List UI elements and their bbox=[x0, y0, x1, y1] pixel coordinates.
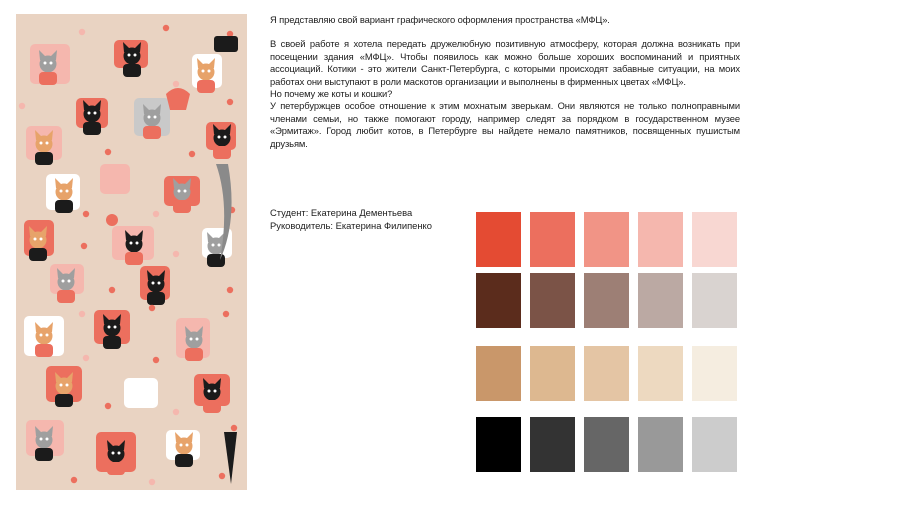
cat-eye-left-14 bbox=[152, 282, 155, 285]
cat-head-4 bbox=[84, 106, 101, 123]
cat-body-4 bbox=[83, 122, 101, 135]
swatch-brown-3 bbox=[584, 273, 629, 328]
cat-head-21 bbox=[108, 446, 125, 463]
cat-eye-right-22 bbox=[186, 444, 189, 447]
tie-icon bbox=[224, 432, 237, 484]
cat-eye-left-2 bbox=[128, 54, 131, 57]
poster-dot-16 bbox=[79, 311, 85, 317]
cat-head-19 bbox=[204, 384, 221, 401]
cat-head-2 bbox=[124, 48, 141, 65]
cat-head-14 bbox=[148, 276, 165, 293]
cat-eye-left-5 bbox=[148, 116, 151, 119]
cat-head-6 bbox=[36, 136, 53, 153]
cat-eye-right-3 bbox=[208, 70, 211, 73]
cat-body-14 bbox=[147, 292, 165, 305]
cat-body-20 bbox=[35, 448, 53, 461]
cat-eye-right-13 bbox=[68, 280, 71, 283]
poster-dot-7 bbox=[19, 103, 25, 109]
balloon-icon bbox=[106, 214, 118, 226]
color-palette bbox=[476, 212, 738, 462]
cat-head-11 bbox=[126, 236, 143, 253]
cat-eye-left-9 bbox=[178, 190, 181, 193]
cat-head-17 bbox=[186, 332, 203, 349]
swatch-red-5 bbox=[692, 212, 737, 267]
swatch-brown-1 bbox=[476, 273, 521, 328]
swatch-gray-2 bbox=[530, 417, 575, 472]
cat-head-9 bbox=[174, 184, 191, 201]
cat-eye-right-18 bbox=[66, 384, 69, 387]
cat-head-8 bbox=[56, 184, 73, 201]
cat-eye-left-21 bbox=[112, 452, 115, 455]
cat-body-2 bbox=[123, 64, 141, 77]
poster-dot-4 bbox=[173, 81, 179, 87]
swatch-beige-5 bbox=[692, 346, 737, 401]
poster-dot-11 bbox=[81, 243, 87, 249]
cat-head-22 bbox=[176, 438, 193, 455]
cat-eye-left-8 bbox=[60, 190, 63, 193]
swatch-red-3 bbox=[584, 212, 629, 267]
student-name: Студент: Екатерина Дементьева bbox=[270, 207, 413, 218]
supervisor-name: Руководитель: Екатерина Филипенко bbox=[270, 219, 432, 231]
swatch-red-4 bbox=[638, 212, 683, 267]
intro-text: Я представляю свой вариант графического оформления пространства «МФЦ». bbox=[270, 14, 610, 25]
cat-head-20 bbox=[36, 432, 53, 449]
cat-head-3 bbox=[198, 64, 215, 81]
swatch-gray-3 bbox=[584, 417, 629, 472]
poster-dot-24 bbox=[71, 477, 77, 483]
poster-dot-23 bbox=[231, 425, 237, 431]
cat-eye-right-7 bbox=[224, 136, 227, 139]
cat-eye-left-18 bbox=[60, 384, 63, 387]
cat-eye-right-21 bbox=[118, 452, 121, 455]
bag-icon bbox=[214, 36, 238, 52]
cat-eye-left-15 bbox=[40, 334, 43, 337]
cat-body-6 bbox=[35, 152, 53, 165]
cat-body-7 bbox=[213, 146, 231, 159]
swatch-red-1 bbox=[476, 212, 521, 267]
cat-eye-right-5 bbox=[154, 116, 157, 119]
cat-body-12 bbox=[207, 254, 225, 267]
cat-body-9 bbox=[173, 200, 191, 213]
cat-eye-left-12 bbox=[212, 244, 215, 247]
cat-body-3 bbox=[197, 80, 215, 93]
teapot-icon bbox=[166, 88, 190, 110]
swatch-red-2 bbox=[530, 212, 575, 267]
cat-eye-right-11 bbox=[136, 242, 139, 245]
swatch-brown-5 bbox=[692, 273, 737, 328]
cat-body-11 bbox=[125, 252, 143, 265]
swatch-beige-2 bbox=[530, 346, 575, 401]
cat-body-22 bbox=[175, 454, 193, 467]
cat-eye-right-1 bbox=[50, 62, 53, 65]
poster-dot-22 bbox=[173, 409, 179, 415]
cat-eye-right-4 bbox=[94, 112, 97, 115]
swatch-beige-1 bbox=[476, 346, 521, 401]
poster-dot-13 bbox=[173, 251, 179, 257]
cat-body-5 bbox=[143, 126, 161, 139]
poster-panel-9 bbox=[100, 164, 130, 194]
cat-body-16 bbox=[103, 336, 121, 349]
cat-eye-left-4 bbox=[88, 112, 91, 115]
cat-eye-left-20 bbox=[40, 438, 43, 441]
cat-body-15 bbox=[35, 344, 53, 357]
poster-dot-19 bbox=[83, 355, 89, 361]
cat-eye-right-14 bbox=[158, 282, 161, 285]
swatch-brown-2 bbox=[530, 273, 575, 328]
cat-eye-right-16 bbox=[114, 326, 117, 329]
poster-dot-2 bbox=[163, 25, 169, 31]
poster-dot-1 bbox=[79, 29, 85, 35]
poster-dot-17 bbox=[149, 305, 155, 311]
poster-dot-6 bbox=[227, 99, 233, 105]
cat-body-18 bbox=[55, 394, 73, 407]
cat-eye-left-13 bbox=[62, 280, 65, 283]
cat-head-5 bbox=[144, 110, 161, 127]
cat-eye-right-8 bbox=[66, 190, 69, 193]
cat-body-21 bbox=[107, 462, 125, 475]
question-text: Но почему же коты и кошки? bbox=[270, 88, 393, 100]
poster-dot-26 bbox=[219, 473, 225, 479]
description-text bbox=[270, 14, 740, 150]
cat-eye-right-17 bbox=[196, 338, 199, 341]
cat-head-18 bbox=[56, 378, 73, 395]
cat-eye-right-15 bbox=[46, 334, 49, 337]
cat-eye-right-6 bbox=[46, 142, 49, 145]
cat-head-10 bbox=[30, 232, 47, 249]
poster-dot-9 bbox=[189, 151, 195, 157]
cat-body-10 bbox=[29, 248, 47, 261]
cat-eye-left-6 bbox=[40, 142, 43, 145]
credits bbox=[270, 207, 432, 232]
cat-eye-left-17 bbox=[190, 338, 193, 341]
cat-eye-right-19 bbox=[214, 390, 217, 393]
swatch-gray-1 bbox=[476, 417, 521, 472]
poster-dot-21 bbox=[105, 403, 111, 409]
cat-head-7 bbox=[214, 130, 231, 147]
cat-eye-right-10 bbox=[40, 238, 43, 241]
poster-dot-5 bbox=[105, 149, 111, 155]
cat-head-16 bbox=[104, 320, 121, 337]
cat-eye-left-16 bbox=[108, 326, 111, 329]
cat-body-8 bbox=[55, 200, 73, 213]
swatch-brown-4 bbox=[638, 273, 683, 328]
cat-eye-left-3 bbox=[202, 70, 205, 73]
cat-head-13 bbox=[58, 274, 75, 291]
swatch-gray-5 bbox=[692, 417, 737, 472]
poster-panel-20 bbox=[124, 378, 158, 408]
cat-body-13 bbox=[57, 290, 75, 303]
paragraph-1: В своей работе я хотела передать дружелюбную позитивную атмосферу, которая должна возникать при посещении здания «МФЦ». Чтобы появилось как можно больше хороших воспоминаний и приятных ассоциаций. Котики - это жители Санкт-Петербурга, с которыми происходят забавные ситуации, на моих работах они выступают в роли маскотов организации и выполнены в фирменных цветах «МФЦ». bbox=[270, 38, 740, 87]
cat-eye-left-19 bbox=[208, 390, 211, 393]
cat-eye-right-12 bbox=[218, 244, 221, 247]
cat-body-17 bbox=[185, 348, 203, 361]
cat-eye-right-9 bbox=[184, 190, 187, 193]
poster-dot-14 bbox=[109, 287, 115, 293]
poster-dot-8 bbox=[83, 211, 89, 217]
cat-eye-left-10 bbox=[34, 238, 37, 241]
poster-dot-25 bbox=[149, 479, 155, 485]
poster-dot-20 bbox=[153, 357, 159, 363]
cat-body-19 bbox=[203, 400, 221, 413]
cat-body-1 bbox=[39, 72, 57, 85]
swatch-gray-4 bbox=[638, 417, 683, 472]
swatch-beige-3 bbox=[584, 346, 629, 401]
poster-dot-10 bbox=[153, 211, 159, 217]
poster-artwork bbox=[16, 14, 247, 490]
poster-dot-15 bbox=[227, 287, 233, 293]
cat-eye-left-22 bbox=[180, 444, 183, 447]
cat-head-15 bbox=[36, 328, 53, 345]
cat-eye-right-20 bbox=[46, 438, 49, 441]
cat-eye-left-11 bbox=[130, 242, 133, 245]
cat-eye-left-1 bbox=[44, 62, 47, 65]
poster-illustration bbox=[16, 14, 247, 490]
swatch-beige-4 bbox=[638, 346, 683, 401]
cat-head-1 bbox=[40, 56, 57, 73]
cat-eye-right-2 bbox=[134, 54, 137, 57]
cat-eye-left-7 bbox=[218, 136, 221, 139]
paragraph-2: У петербуржцев особое отношение к этим мохнатым зверькам. Они являются не только полноправными членами семьи, но также помогают городу, например следят за порядком в государственном музее «Эрмитаж». Город любит котов, в Петербурге вы найдете немало памятников, посвященных пушистым друзьям. bbox=[270, 100, 740, 149]
poster-dot-18 bbox=[223, 311, 229, 317]
